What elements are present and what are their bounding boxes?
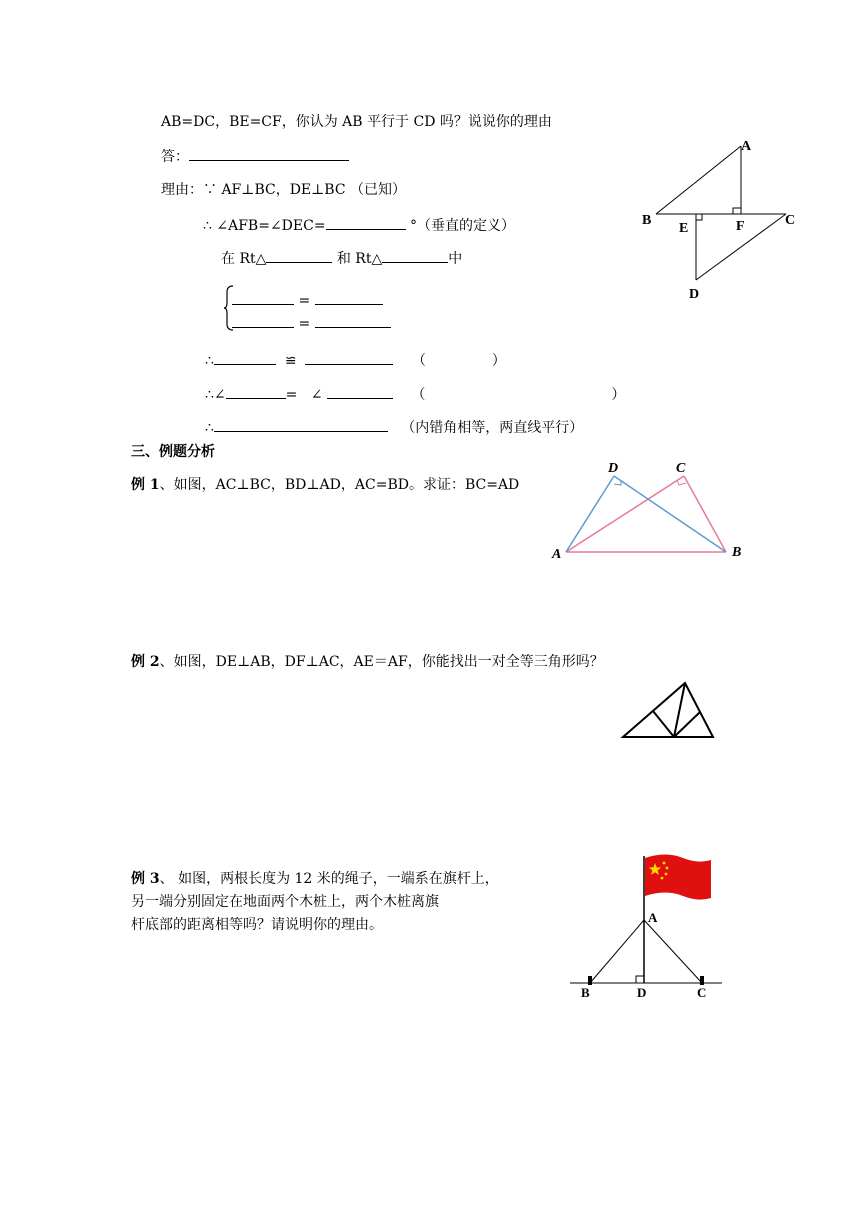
flag-icon xyxy=(645,855,711,900)
figure-1-diagram xyxy=(636,136,800,306)
eq1-left-blank[interactable] xyxy=(232,290,294,305)
therefore-symbol: ∴ xyxy=(205,420,214,436)
congruence-line xyxy=(205,350,506,370)
fig1-right-angle-f xyxy=(733,208,741,214)
rt-blank-2[interactable] xyxy=(382,248,448,263)
reason-line: 理由：∵ AF⊥BC，DE⊥BC （已知） xyxy=(161,182,407,198)
angle-blank[interactable] xyxy=(326,215,406,230)
angle-eq-blank-1[interactable] xyxy=(226,384,286,399)
angle-equal-line xyxy=(205,384,625,404)
fig4-right-angle-d xyxy=(636,976,644,983)
congruent-symbol: ≌ xyxy=(284,353,297,369)
fig1-label-b: B xyxy=(642,213,652,228)
eq1-sign: = xyxy=(298,293,311,309)
answer-line xyxy=(161,146,349,166)
figure-2-diagram xyxy=(550,456,750,566)
paren-open: （ xyxy=(411,387,426,403)
example-2-text xyxy=(131,653,604,671)
angle-line xyxy=(203,215,515,235)
fig1-label-d: D xyxy=(689,287,700,302)
example-2-statement: 、如图，DE⊥AB，DF⊥AC，AE＝AF，你能找出一对全等三角形吗？ xyxy=(159,654,604,670)
fig1-label-f: F xyxy=(736,219,745,234)
rope-ac xyxy=(644,920,702,983)
fig4-label-d: D xyxy=(637,985,647,1000)
fig2-label-b: B xyxy=(732,545,742,560)
equation-1 xyxy=(232,290,383,310)
angle-eq-sign: = xyxy=(285,387,298,403)
fig2-line-bc xyxy=(684,476,726,552)
parallel-line xyxy=(205,417,583,437)
example-3-line-3: 杆底部的距离相等吗？请说明你的理由。 xyxy=(131,917,383,933)
fig4-label-a: A xyxy=(648,910,658,925)
eq2-right-blank[interactable] xyxy=(315,313,391,328)
example-3-text xyxy=(131,870,499,888)
parallel-blank[interactable] xyxy=(214,417,388,432)
paren-close: ） xyxy=(491,353,506,369)
example-1-label: 例 1 xyxy=(131,477,160,493)
equation-2 xyxy=(232,313,391,333)
paren-open: （ xyxy=(411,353,426,369)
small-star-icon xyxy=(661,877,664,880)
eq2-left-blank[interactable] xyxy=(232,313,294,328)
example-2-label: 例 2 xyxy=(131,654,160,670)
eq2-sign: = xyxy=(298,316,311,332)
therefore-symbol: ∴ xyxy=(203,218,212,234)
small-star-icon xyxy=(666,867,669,870)
cong-blank-2[interactable] xyxy=(305,350,393,365)
rt-blank-1[interactable] xyxy=(266,248,332,263)
rope-ab xyxy=(590,920,644,983)
fig2-label-d: D xyxy=(608,461,619,476)
rt-line xyxy=(221,248,462,268)
fig1-label-c: C xyxy=(785,213,796,228)
therefore-symbol: ∴ xyxy=(205,353,214,369)
example-1-text xyxy=(131,476,519,494)
example-3-line-1: 、 如图，两根长度为 12 米的绳子，一端系在旗杆上， xyxy=(159,871,499,887)
example-3-line-2: 另一端分别固定在地面两个木桩上，两个木桩离旗 xyxy=(131,894,439,910)
rt-label-1: 在 Rt△ xyxy=(221,251,267,267)
fig2-label-a: A xyxy=(552,547,562,562)
fig2-label-c: C xyxy=(676,461,686,476)
answer-blank[interactable] xyxy=(189,146,349,161)
fig1-label-e: E xyxy=(679,221,689,236)
eq1-right-blank[interactable] xyxy=(315,290,383,305)
problem-statement: AB=DC，BE=CF，你认为 AB 平行于 CD 吗？说说你的理由 xyxy=(161,114,552,130)
section-title: 三、例题分析 xyxy=(131,444,215,460)
fig1-line-ab xyxy=(656,146,741,214)
cong-blank-1[interactable] xyxy=(214,350,276,365)
therefore-symbol: ∴ xyxy=(205,387,214,403)
fig3-line-de xyxy=(653,711,674,737)
example-1-statement: 、如图，AC⊥BC，BD⊥AD，AC=BD。求证：BC=AD xyxy=(159,477,520,493)
small-star-icon xyxy=(665,873,668,876)
angle-eq-blank-2[interactable] xyxy=(327,384,393,399)
rt-label-3: 中 xyxy=(448,251,463,267)
angle-symbol: ∠ xyxy=(213,387,226,403)
fig2-right-angle-c xyxy=(677,480,686,485)
fig4-label-b: B xyxy=(581,985,590,1000)
angle-symbol: ∠ xyxy=(310,387,323,403)
example-3-label: 例 3 xyxy=(131,871,160,887)
fig2-line-ac xyxy=(566,476,684,552)
angle-statement: ∠AFB=∠DEC= xyxy=(216,218,326,234)
fig2-line-bd xyxy=(614,476,726,552)
fig2-line-ad xyxy=(566,476,614,552)
fig1-label-a: A xyxy=(741,139,752,154)
angle-reason: °（垂直的定义） xyxy=(410,218,516,234)
fig4-label-c: C xyxy=(697,985,707,1000)
paren-close: ） xyxy=(611,387,626,403)
answer-label: 答： xyxy=(161,149,189,165)
fig1-right-angle-e xyxy=(696,214,702,220)
rt-label-2: 和 Rt△ xyxy=(336,251,383,267)
parallel-reason: （内错角相等，两直线平行） xyxy=(401,420,584,436)
figure-3-diagram xyxy=(616,676,720,744)
figure-4-diagram xyxy=(566,852,730,1002)
small-star-icon xyxy=(663,862,666,865)
